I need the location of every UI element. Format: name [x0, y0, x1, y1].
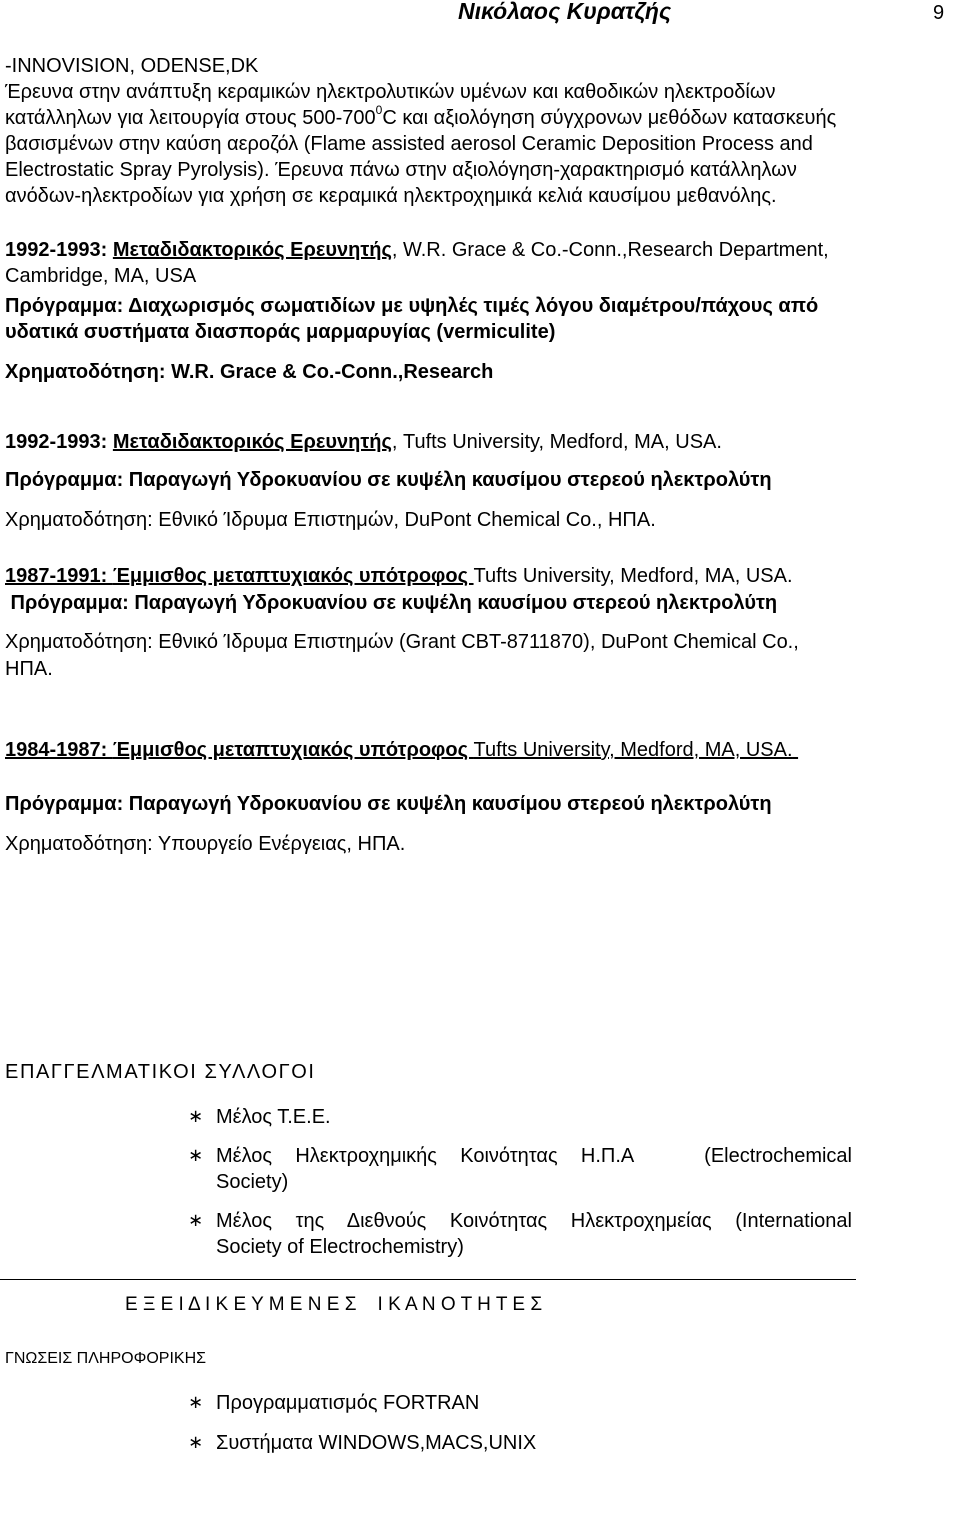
bullet-icon: ∗	[188, 1106, 204, 1126]
tufts-1987-funding-2: ΗΠΑ.	[5, 658, 53, 680]
grace-place-1: , W.R. Grace & Co.-Conn.,Research Department,	[391, 239, 829, 261]
tufts-1992-place: , Tufts University, Medford, MA, USA.	[391, 431, 722, 453]
innovision-line-3: βασισμένων στην καύση αεροζόλ (Flame assisted aerosol Ceramic Deposition Process and	[5, 133, 813, 155]
tufts-1987-heading	[5, 563, 955, 589]
tufts-1992-funding: Χρηματοδότηση: Εθνικό Ίδρυμα Επιστημών, DuPont Chemical Co., ΗΠΑ.	[5, 509, 656, 531]
page-number: 9	[933, 2, 945, 24]
skills-title: Ε Ξ Ε Ι Δ Ι Κ Ε Υ Μ Ε Ν Ε Σ Ι Κ Α Ν Ο Τ Η Τ Ε Σ	[125, 1294, 543, 1315]
tufts-1987-years: 1987-1991:	[5, 565, 113, 587]
grace-program-1: Πρόγραμμα: Διαχωρισμός σωματιδίων με υψηλές τιμές λόγου διαμέτρου/πάχους από	[5, 295, 819, 317]
association-item-electrochemical-society: Μέλος Ηλεκτροχημικής Κοινότητας Η.Π.Α (Electrochemical Society)	[216, 1145, 852, 1193]
section-divider	[0, 1279, 856, 1280]
innovision-line-1: Έρευνα στην ανάπτυξη κεραμικών ηλεκτρολυτικών υμένων και καθοδικών ηλεκτροδίων	[5, 81, 776, 103]
tufts-1992-role: Μεταδιδακτορικός Ερευνητής	[112, 431, 392, 453]
innovision-line-2	[5, 105, 955, 131]
grace-program-2: υδατικά συστήματα διασποράς μαρμαρυγίας (vermiculite)	[5, 321, 556, 343]
tufts-1984-heading	[5, 737, 955, 763]
association-item-ise: Μέλος της Διεθνούς Κοινότητας Ηλεκτροχημείας (International Society of Electrochemistry)	[216, 1210, 852, 1258]
tufts-1992-heading	[5, 429, 955, 455]
tufts-1984-place: Tufts University, Medford, MA, USA.	[473, 739, 793, 761]
bullet-icon: ∗	[188, 1392, 204, 1412]
tufts-1984-role: Έμμισθος μεταπτυχιακός υπότροφος	[112, 739, 474, 761]
degree-superscript: 0	[375, 103, 383, 118]
tufts-1984-trail	[793, 739, 799, 761]
innovision-line-2a: κατάλληλων για λειτουργία στους 500-700	[5, 107, 376, 129]
skill-item-fortran: Προγραμματισμός FORTRAN	[216, 1392, 480, 1414]
header-author-name: Νικόλαος Κυρατζής	[458, 0, 672, 24]
bullet-icon: ∗	[188, 1432, 204, 1452]
associations-title: ΕΠΑΓΓΕΛΜΑΤΙΚΟΙ ΣΥΛΛΟΓΟΙ	[5, 1061, 316, 1083]
tufts-1987-place: Tufts University, Medford, MA, USA.	[473, 565, 793, 587]
tufts-1987-funding-1: Χρηματοδότηση: Εθνικό Ίδρυμα Επιστημών (Grant CBT-8711870), DuPont Chemical Co.,	[5, 631, 799, 653]
skill-item-systems: Συστήματα WINDOWS,MACS,UNIX	[216, 1432, 537, 1454]
bullet-icon: ∗	[188, 1145, 204, 1165]
bullet-icon: ∗	[188, 1210, 204, 1230]
tufts-1987-program: Πρόγραμμα: Παραγωγή Υδροκυανίου σε κυψέλη καυσίμου στερεού ηλεκτρολύτη	[5, 592, 778, 614]
tufts-1992-years: 1992-1993:	[5, 431, 113, 453]
it-knowledge-title: ΓΝΩΣΕΙΣ ΠΛΗΡΟΦΟΡΙΚΗΣ	[5, 1350, 207, 1367]
tufts-1984-years: 1984-1987:	[5, 739, 113, 761]
grace-entry-heading	[5, 237, 955, 263]
tufts-1987-role: Έμμισθος μεταπτυχιακός υπότροφος	[112, 565, 474, 587]
grace-role: Μεταδιδακτορικός Ερευνητής	[112, 239, 392, 261]
innovision-heading: -INNOVISION, ODENSE,DK	[5, 55, 259, 77]
tufts-1992-program: Πρόγραμμα: Παραγωγή Υδροκυανίου σε κυψέλη καυσίμου στερεού ηλεκτρολύτη	[5, 469, 772, 491]
association-item-tee: Μέλος Τ.Ε.Ε.	[216, 1106, 331, 1128]
tufts-1984-funding: Χρηματοδότηση: Υπουργείο Ενέργειας, ΗΠΑ.	[5, 833, 406, 855]
grace-place-2: Cambridge, MA, USA	[5, 265, 197, 287]
grace-years: 1992-1993:	[5, 239, 113, 261]
innovision-line-4: Electrostatic Spray Pyrolysis). Έρευνα πάνω στην αξιολόγηση-χαρακτηρισμό κατάλληλων	[5, 159, 797, 181]
tufts-1984-program: Πρόγραμμα: Παραγωγή Υδροκυανίου σε κυψέλη καυσίμου στερεού ηλεκτρολύτη	[5, 793, 772, 815]
innovision-line-5: ανόδων-ηλεκτροδίων για χρήση σε κεραμικά ηλεκτροχημικά κελιά καυσίμου μεθανόλης.	[5, 185, 777, 207]
innovision-line-2b: C και αξιολόγηση σύγχρονων μεθόδων κατασκευής	[382, 107, 837, 129]
grace-funding: Χρηματοδότηση: W.R. Grace & Co.-Conn.,Research	[5, 361, 494, 383]
